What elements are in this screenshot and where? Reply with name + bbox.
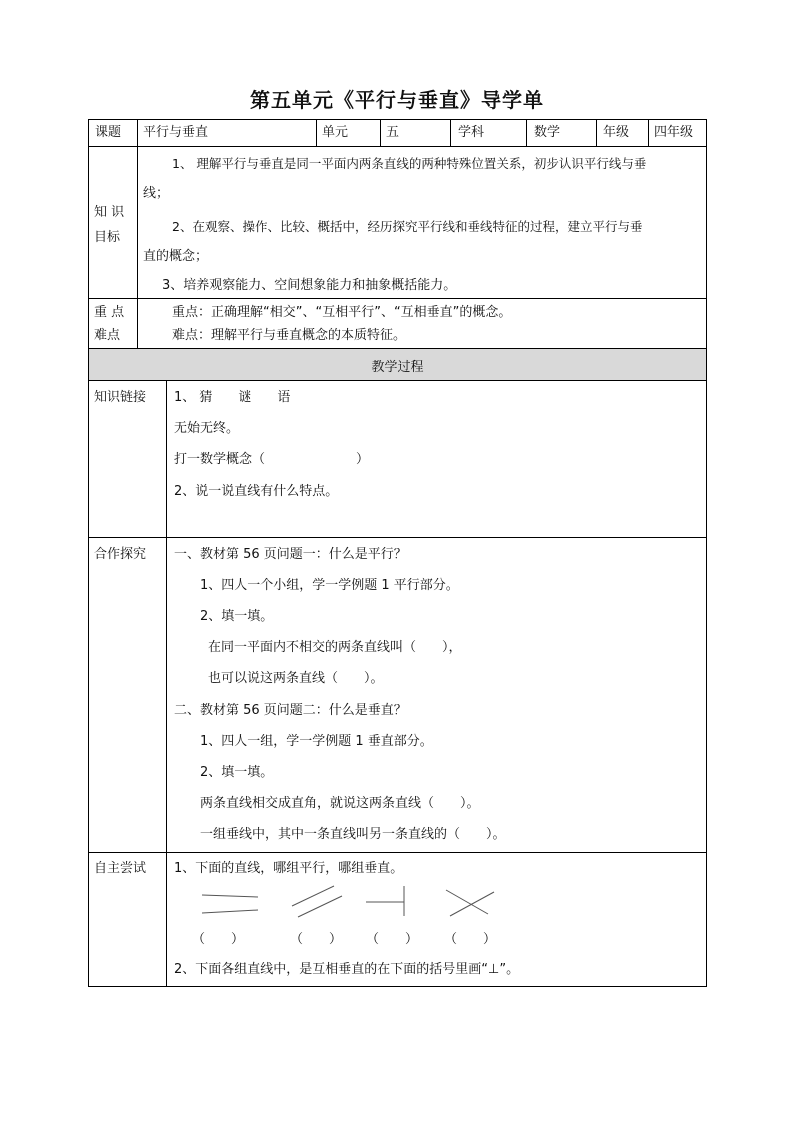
riddle-text: 无始无终。 [174, 421, 240, 436]
keypoints-label-1: 重 点 [94, 305, 125, 320]
objectives-label-1: 知 识 [94, 205, 125, 220]
perpendicular-fill-2: 一组垂线中，其中一条直线叫另一条直线的（ ）。 [200, 827, 506, 842]
objective-3: 3、培养观察能力、空间想象能力和抽象概括能力。 [162, 278, 457, 293]
page-title: 第五单元《平行与垂直》导学单 [250, 88, 544, 112]
line-pair-4 [446, 890, 494, 916]
keypoints-label-2: 难点 [94, 328, 121, 343]
objective-2b: 直的概念； [143, 249, 209, 264]
line-pair-3 [366, 886, 404, 916]
answer-blank-2: （ ） [290, 932, 343, 947]
process-heading: 教学过程 [371, 360, 424, 375]
objective-2a: 2、在观察、操作、比较、概括中，经历探究平行线和垂线特征的过程，建立平行与垂 [172, 219, 643, 234]
riddle-answer-blank: 打一数学概念（ ） [174, 452, 370, 467]
parallel-step-1: 1、四人一个小组，学一学例题 1 平行部分。 [200, 578, 459, 593]
topic-label: 课题 [95, 125, 122, 140]
line-features-question: 2、说一说直线有什么特点。 [174, 484, 339, 499]
parallel-fill-2: 也可以说这两条直线（ ）。 [208, 671, 384, 686]
answer-blank-1: （ ） [192, 932, 245, 947]
perpendicular-fill-1: 两条直线相交成直角，就说这两条直线（ ）。 [200, 796, 480, 811]
parallel-step-2: 2、填一填。 [200, 609, 274, 624]
objective-1a: 1、 理解平行与垂直是同一平面内两条直线的两种特殊位置关系，初步认识平行线与垂 [172, 156, 647, 171]
self-try-label: 自主尝试 [94, 861, 147, 876]
subject-label: 学科 [458, 125, 485, 140]
grade-label: 年级 [603, 125, 630, 140]
line-pair-1 [202, 895, 258, 913]
parallel-question: 一、教材第 56 页问题一：什么是平行？ [174, 547, 407, 562]
objective-1b: 线； [143, 186, 170, 201]
difficulty-point: 难点：理解平行与垂直概念的本质特征。 [172, 328, 407, 343]
perpendicular-step-1: 1、四人一组，学一学例题 1 垂直部分。 [200, 734, 433, 749]
knowledge-link-label: 知识链接 [94, 390, 147, 405]
perpendicular-step-2: 2、填一填。 [200, 765, 274, 780]
cooperation-label: 合作探究 [94, 547, 147, 562]
unit-value: 五 [386, 125, 400, 140]
objectives-label-2: 目标 [94, 230, 121, 245]
parallel-fill-1: 在同一平面内不相交的两条直线叫（ ）， [208, 640, 462, 655]
subject-value: 数学 [534, 125, 561, 140]
answer-blank-3: （ ） [366, 932, 419, 947]
key-point: 重点：正确理解“相交”、“互相平行”、“互相垂直”的概念。 [172, 305, 512, 320]
unit-label: 单元 [322, 125, 349, 140]
self-try-question-1: 1、下面的直线，哪组平行，哪组垂直。 [174, 861, 404, 876]
line-pair-2 [292, 886, 342, 917]
riddle-heading: 1、 猜 谜 语 [174, 390, 291, 405]
grade-value: 四年级 [654, 125, 694, 140]
answer-blank-4: （ ） [444, 932, 497, 947]
topic-value: 平行与垂直 [143, 125, 209, 140]
perpendicular-question: 二、教材第 56 页问题二：什么是垂直？ [174, 703, 407, 718]
self-try-question-2: 2、下面各组直线中，是互相垂直的在下面的括号里画“⊥”。 [174, 962, 520, 977]
